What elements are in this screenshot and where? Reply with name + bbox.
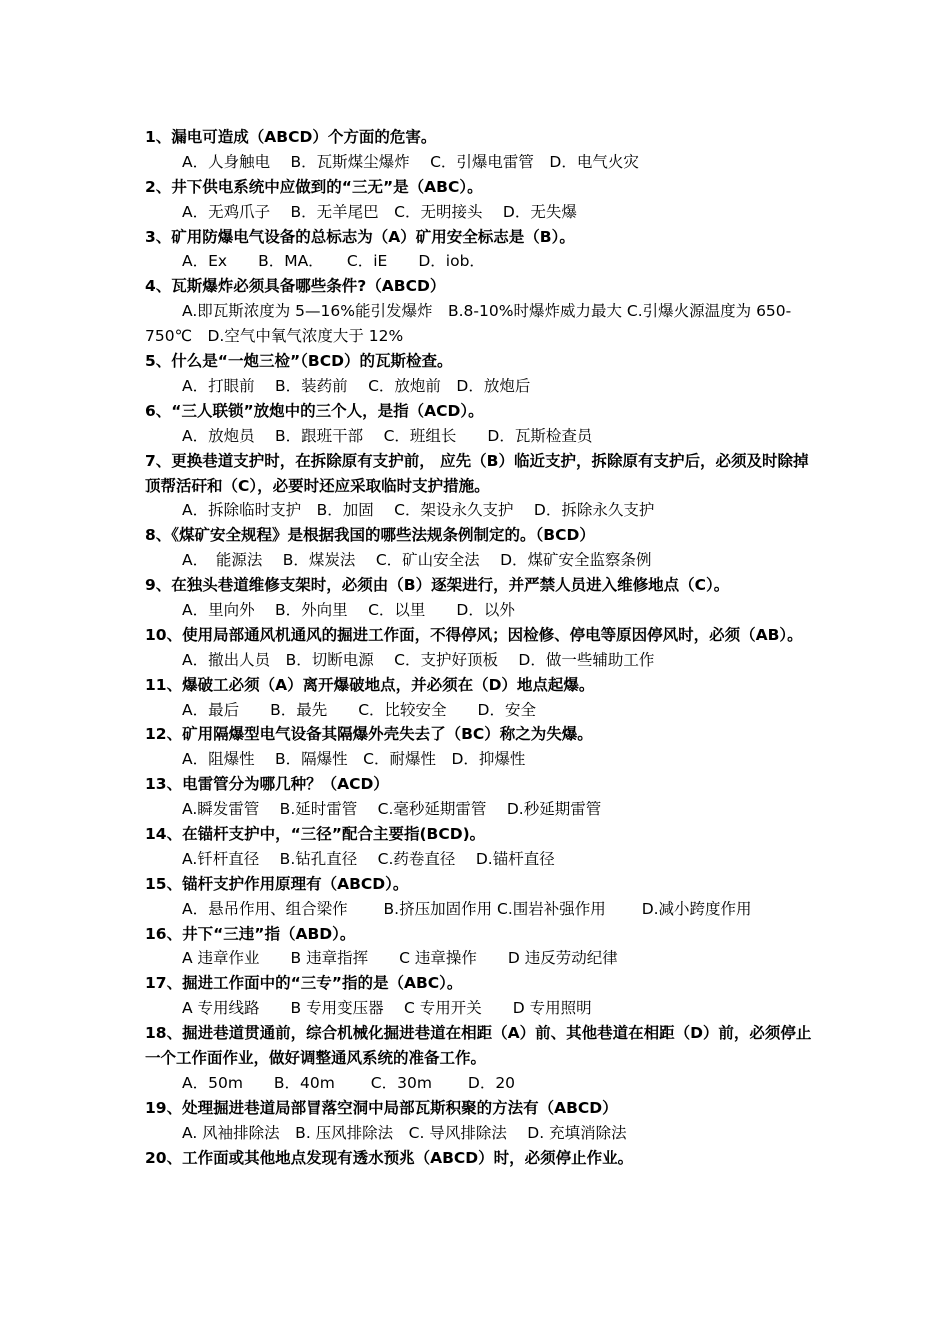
question-14: 14、在锚杆支护中，“三径”配合主要指(BCD)。 <box>145 825 486 844</box>
answer-options-3: A．Ex B．MA． C．iE D．iob． <box>182 252 485 271</box>
answer-options-16: A 违章作业 B 违章指挥 C 违章操作 D 违反劳动纪律 <box>182 949 618 968</box>
question-7: 7、更换巷道支护时，在拆除原有支护前， 应先（B）临近支护，拆除原有支护后，必须及时除掉顶帮活矸和（C），必要时还应采取临时支护措施。 <box>145 451 809 495</box>
question-15: 15、锚杆支护作用原理有（ABCD）。 <box>145 874 409 893</box>
question-3: 3、矿用防爆电气设备的总标志为（A）矿用安全标志是（B）。 <box>145 227 575 246</box>
answer-options-5: A．打眼前 B．装药前 C．放炮前 D．放炮后 <box>182 376 531 395</box>
answer-options-15: A．悬吊作用、组合梁作 B.挤压加固作用 C.围岩补强作用 D.减小跨度作用 <box>182 899 752 918</box>
question-12: 12、矿用隔爆型电气设备其隔爆外壳失去了（BC）称之为失爆。 <box>145 725 593 744</box>
question-9: 9、在独头巷道维修支架时，必须由（B）逐架进行，并严禁人员进入维修地点（C）。 <box>145 576 730 595</box>
answer-options-7: A．拆除临时支护 B．加固 C．架设永久支护 D．拆除永久支护 <box>182 501 655 520</box>
answer-options-17: A 专用线路 B 专用变压器 C 专用开关 D 专用照明 <box>182 999 592 1018</box>
answer-options-11: A．最后 B．最先 C．比较安全 D．安全 <box>182 700 536 719</box>
question-19: 19、处理掘进巷道局部冒落空洞中局部瓦斯积聚的方法有（ABCD） <box>145 1098 618 1117</box>
question-16: 16、井下“三违”指（ABD）。 <box>145 924 356 943</box>
question-20: 20、工作面或其他地点发现有透水预兆（ABCD）时，必须停止作业。 <box>145 1148 634 1167</box>
question-8: 8、《煤矿安全规程》是根据我国的哪些法规条例制定的。（BCD） <box>145 526 595 545</box>
answer-options-12: A．阻爆性 B．隔爆性 C．耐爆性 D．抑爆性 <box>182 750 526 769</box>
question-5: 5、什么是“一炮三检”（BCD）的瓦斯检查。 <box>145 352 453 371</box>
answer-options-2: A．无鸡爪子 B．无羊尾巴 C．无明接头 D．无失爆 <box>182 202 577 221</box>
answer-options-14: A.钎杆直径 B.钻孔直径 C.药卷直径 D.锚杆直径 <box>182 849 555 868</box>
question-17: 17、掘进工作面中的“三专”指的是（ABC）。 <box>145 974 463 993</box>
document-page <box>0 125 950 1171</box>
answer-options-4: A.即瓦斯浓度为 5—16%能引发爆炸 B.8-10%时爆炸威力最大 C.引爆火源温度为 650-750℃ D.空气中氧气浓度大于 12% <box>145 302 792 346</box>
answer-options-18: A．50m B．40m C．30m D．20 <box>182 1073 516 1092</box>
answer-options-9: A．里向外 B．外向里 C．以里 D．以外 <box>182 600 515 619</box>
answer-options-6: A．放炮员 B．跟班干部 C．班组长 D．瓦斯检查员 <box>182 426 593 445</box>
question-13: 13、电雷管分为哪几种？（ACD） <box>145 775 389 794</box>
answer-options-10: A．撤出人员 B．切断电源 C．支护好顶板 D．做一些辅助工作 <box>182 650 655 669</box>
question-6: 6、“三人联锁”放炮中的三个人，是指（ACD）。 <box>145 401 484 420</box>
question-11: 11、爆破工必须（A）离开爆破地点，并必须在（D）地点起爆。 <box>145 675 595 694</box>
question-1: 1、漏电可造成（ABCD）个方面的危害。 <box>145 128 437 146</box>
answer-options-1: A．人身触电 B．瓦斯煤尘爆炸 C．引爆电雷管 D．电气火灾 <box>182 152 639 171</box>
answer-options-8: A． 能源法 B．煤炭法 C．矿山安全法 D．煤矿安全监察条例 <box>182 551 652 570</box>
answer-options-19: A. 风袖排除法 B. 压风排除法 C. 导风排除法 D. 充填消除法 <box>182 1123 627 1142</box>
answer-options-13: A.瞬发雷管 B.延时雷管 C.毫秒延期雷管 D.秒延期雷管 <box>182 800 602 819</box>
question-18: 18、掘进巷道贯通前，综合机械化掘进巷道在相距（A）前、其他巷道在相距（D）前，必须停止一个工作面作业，做好调整通风系统的准备工作。 <box>145 1024 812 1068</box>
question-2: 2、井下供电系统中应做到的“三无”是（ABC）。 <box>145 177 483 196</box>
question-10: 10、使用局部通风机通风的掘进工作面，不得停风；因检修、停电等原因停风时，必须（AB）。 <box>145 625 803 644</box>
question-4: 4、瓦斯爆炸必须具备哪些条件?（ABCD） <box>145 277 446 296</box>
